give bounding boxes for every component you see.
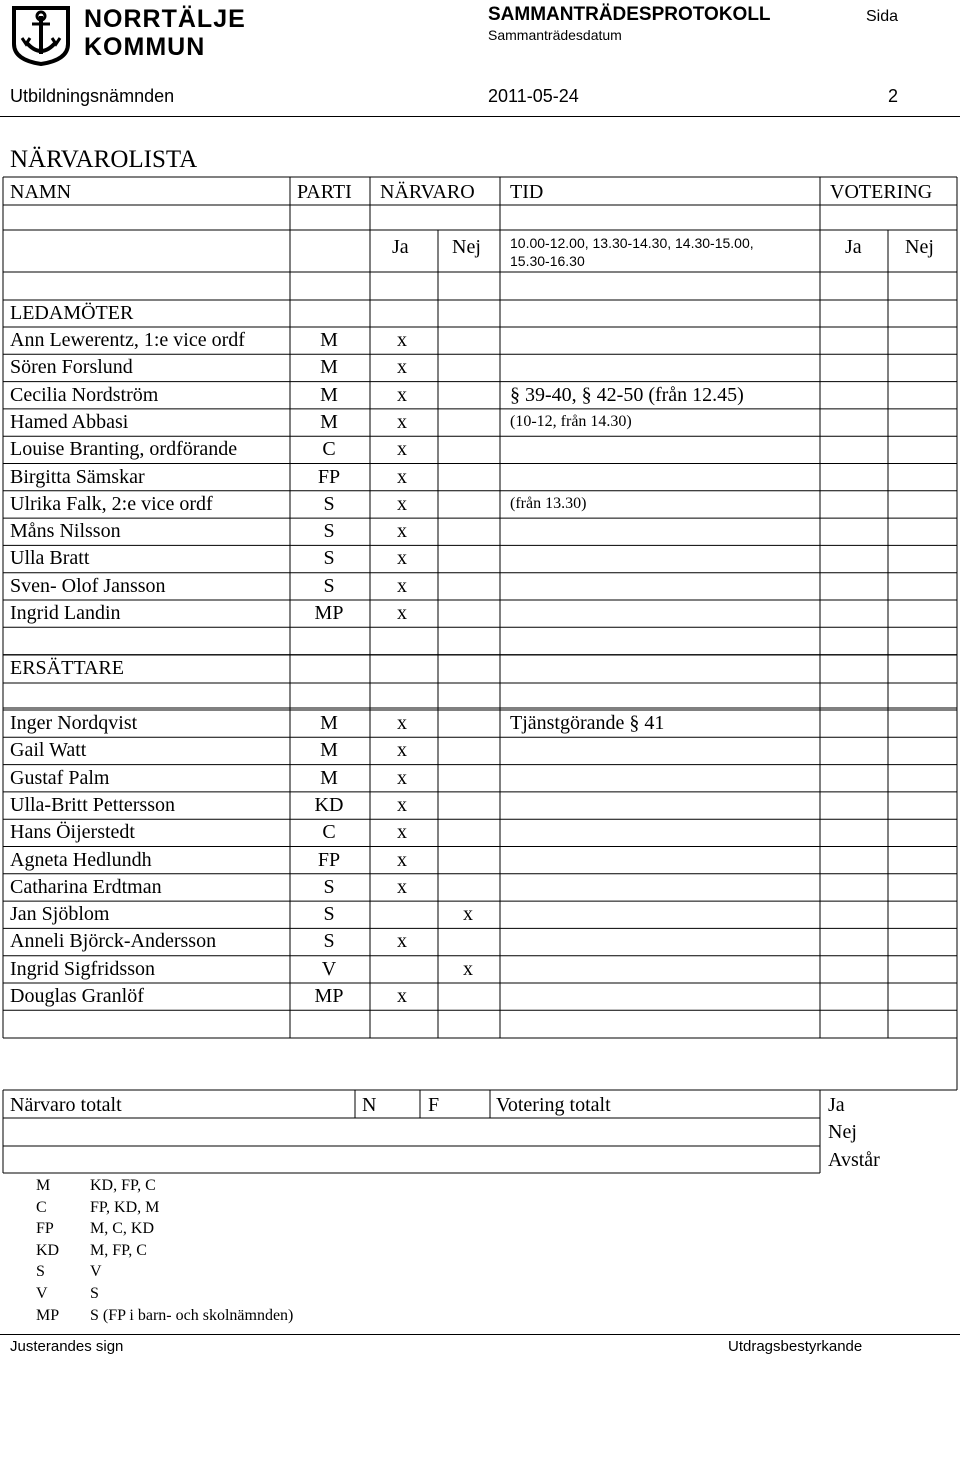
column-header-party: PARTI: [297, 181, 352, 203]
party-code: S: [323, 574, 335, 597]
present-yes-mark: x: [397, 465, 407, 488]
person-name: Jan Sjöblom: [10, 903, 110, 926]
person-name: Anneli Björck-Andersson: [10, 930, 217, 953]
party-code: M: [320, 410, 338, 433]
party-code: S: [323, 492, 335, 515]
present-no-mark: x: [463, 903, 473, 926]
present-yes-mark: x: [397, 848, 407, 871]
vote-no-header: Nej: [905, 236, 934, 258]
footer-divider: [0, 1334, 960, 1335]
person-name: Ann Lewerentz, 1:e vice ordf: [10, 329, 245, 351]
present-yes-mark: x: [397, 875, 407, 898]
voting-total-abstain: Avstår: [828, 1149, 880, 1171]
column-header-voting: VOTERING: [830, 181, 933, 203]
party-code: C: [322, 821, 336, 844]
legend-party: C: [36, 1198, 47, 1216]
logo-name-line1: NORRTÄLJE: [84, 5, 246, 33]
attendance-note: (från 13.30): [510, 494, 587, 512]
party-code: FP: [317, 465, 341, 488]
legend-substitutes: KD, FP, C: [90, 1177, 156, 1194]
party-code: M: [320, 766, 338, 789]
present-yes-mark: x: [397, 410, 407, 433]
meeting-date: 2011-05-24: [488, 86, 579, 106]
party-code: KD: [314, 793, 344, 816]
page-title: NÄRVAROLISTA: [10, 146, 198, 173]
person-name: Måns Nilsson: [10, 520, 121, 543]
presence-no-header: Nej: [452, 236, 481, 258]
person-name: Gustaf Palm: [10, 766, 110, 789]
legend-party: KD: [36, 1241, 60, 1259]
person-name: Ulrika Falk, 2:e vice ordf: [10, 492, 213, 515]
person-name: Cecilia Nordström: [10, 383, 159, 406]
present-yes-mark: x: [397, 574, 407, 597]
legend-party: FP: [36, 1220, 54, 1238]
party-code: M: [320, 329, 338, 351]
person-name: Ulla-Britt Pettersson: [10, 793, 175, 816]
present-yes-mark: x: [397, 930, 407, 953]
legend-substitutes: FP, KD, M: [90, 1198, 160, 1216]
present-yes-mark: x: [397, 793, 407, 816]
column-header-time: TID: [510, 181, 544, 203]
legend-substitutes: M, FP, C: [90, 1241, 147, 1259]
legend-substitutes: S: [90, 1285, 99, 1302]
present-yes-mark: x: [397, 766, 407, 789]
person-name: Douglas Granlöf: [10, 985, 144, 1007]
person-name: Inger Nordqvist: [10, 712, 138, 734]
person-name: Sören Forslund: [10, 356, 133, 379]
person-name: Ulla Bratt: [10, 547, 90, 570]
legend-party: V: [36, 1285, 48, 1302]
signature-label: Justerandes sign: [10, 1338, 124, 1355]
person-name: Gail Watt: [10, 739, 87, 762]
present-yes-mark: x: [397, 438, 407, 461]
committee-name: Utbildningsnämnden: [10, 86, 175, 106]
present-yes-mark: x: [397, 602, 407, 624]
legend-substitutes: V: [90, 1263, 102, 1281]
present-yes-mark: x: [397, 712, 407, 734]
party-code: M: [320, 356, 338, 379]
present-yes-mark: x: [397, 329, 407, 351]
present-yes-mark: x: [397, 520, 407, 543]
person-name: Louise Branting, ordförande: [10, 438, 238, 461]
present-yes-mark: x: [397, 356, 407, 379]
presence-total-n: N: [362, 1094, 377, 1116]
person-name: Ingrid Sigfridsson: [10, 957, 155, 980]
attendance-note: § 39-40, § 42-50 (från 12.45): [510, 383, 744, 406]
person-name: Hamed Abbasi: [10, 410, 129, 433]
attendance-note: Tjänstgörande § 41: [510, 712, 665, 734]
party-code: S: [323, 903, 335, 926]
column-header-presence: NÄRVARO: [380, 181, 475, 203]
attendance-note: (10-12, från 14.30): [510, 412, 632, 430]
party-code: M: [320, 739, 338, 762]
logo-name-line2: KOMMUN: [84, 33, 206, 61]
page-number: 2: [888, 86, 899, 106]
party-code: V: [321, 957, 337, 980]
presence-total-f: F: [428, 1094, 440, 1116]
party-code: FP: [317, 848, 341, 871]
time-slots-line1: 10.00-12.00, 13.30-14.30, 14.30-15.00,: [510, 235, 754, 251]
legend-party: S: [36, 1263, 45, 1281]
legend-substitutes: S (FP i barn- och skolnämnden): [90, 1306, 294, 1324]
party-code: S: [323, 875, 335, 898]
person-name: Agneta Hedlundh: [10, 848, 152, 871]
present-yes-mark: x: [397, 821, 407, 844]
voting-total-no: Nej: [828, 1121, 857, 1143]
presence-yes-header: Ja: [392, 236, 409, 258]
vote-yes-header: Ja: [845, 236, 862, 258]
party-code: S: [323, 520, 335, 543]
party-code: MP: [314, 985, 344, 1007]
column-header-name: NAMN: [10, 181, 72, 203]
substitutes-section-heading: ERSÄTTARE: [10, 657, 124, 679]
person-name: Sven- Olof Jansson: [10, 574, 166, 597]
voting-total-yes: Ja: [828, 1094, 845, 1116]
legend-party: MP: [36, 1306, 60, 1324]
person-name: Ingrid Landin: [10, 602, 121, 624]
presence-total-label: Närvaro totalt: [10, 1094, 122, 1116]
party-code: MP: [314, 602, 344, 624]
document-title: SAMMANTRÄDESPROTOKOLL: [488, 4, 771, 25]
party-code: M: [320, 383, 338, 406]
page-label: Sida: [866, 8, 899, 25]
person-name: Hans Öijerstedt: [10, 821, 135, 844]
present-yes-mark: x: [397, 739, 407, 762]
present-yes-mark: x: [397, 383, 407, 406]
present-no-mark: x: [463, 957, 473, 980]
party-code: M: [320, 712, 338, 734]
present-yes-mark: x: [397, 492, 407, 515]
members-section-heading: LEDAMÖTER: [10, 302, 134, 324]
party-code: S: [323, 547, 335, 570]
present-yes-mark: x: [397, 985, 407, 1007]
person-name: Catharina Erdtman: [10, 875, 162, 898]
present-yes-mark: x: [397, 547, 407, 570]
party-code: S: [323, 930, 335, 953]
meeting-date-label: Sammanträdesdatum: [488, 27, 622, 43]
legend-substitutes: M, C, KD: [90, 1220, 155, 1238]
voting-total-label: Votering totalt: [496, 1094, 611, 1116]
legend-party: M: [36, 1177, 51, 1194]
certification-label: Utdragsbestyrkande: [728, 1338, 863, 1355]
party-code: C: [322, 438, 336, 461]
time-slots-line2: 15.30-16.30: [510, 253, 585, 269]
person-name: Birgitta Sämskar: [10, 465, 145, 488]
